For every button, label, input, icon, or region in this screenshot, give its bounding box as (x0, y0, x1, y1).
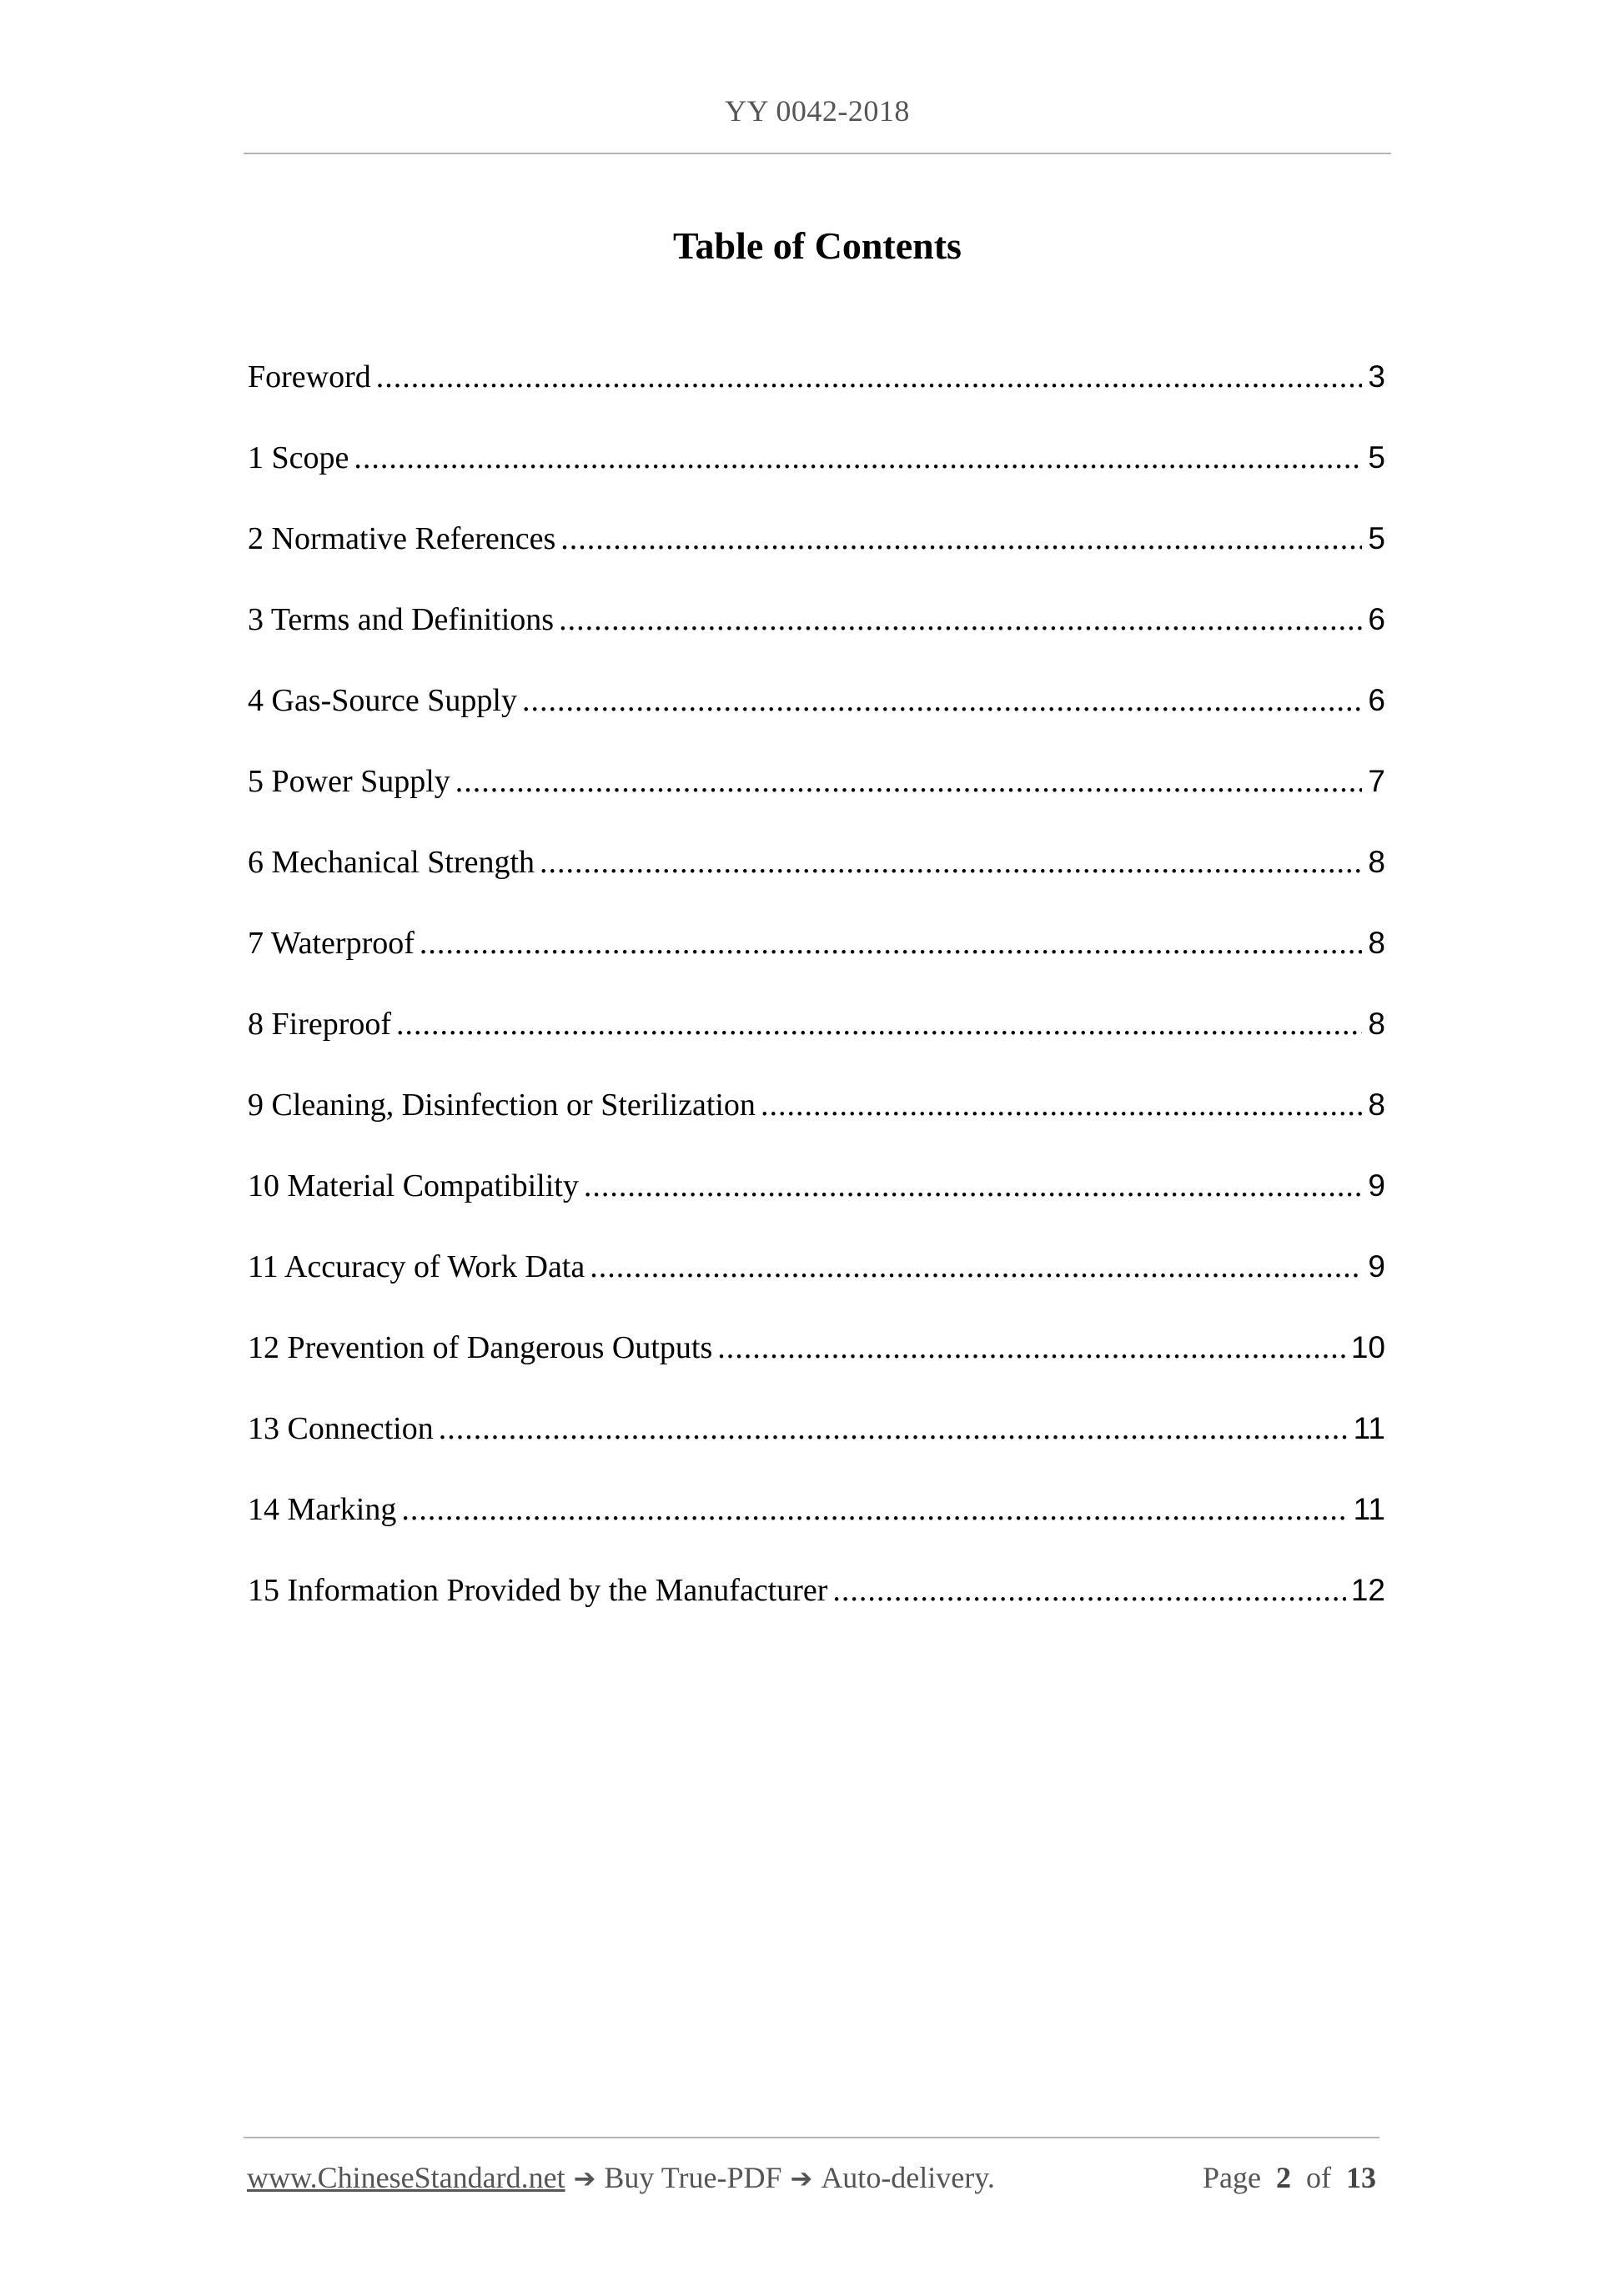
toc-entry-label: 10 Material Compatibility (248, 1168, 579, 1203)
toc-entry-page: 3 (1368, 359, 1385, 394)
toc-entry-fireproof[interactable] (248, 1006, 1385, 1087)
page-total: 13 (1346, 2161, 1376, 2194)
toc-entry-normative-references[interactable] (248, 520, 1385, 601)
toc-entry-page: 5 (1368, 440, 1385, 475)
toc-entry-page: 10 (1350, 1330, 1385, 1364)
toc-entry-page: 6 (1368, 683, 1385, 717)
dot-leader (396, 1006, 1362, 1042)
toc-entry-label: 4 Gas-Source Supply (248, 683, 517, 718)
toc-entry-label: 6 Mechanical Strength (248, 845, 535, 880)
header-divider (244, 153, 1391, 154)
toc-entry-page: 9 (1368, 1249, 1385, 1284)
toc-entry-label: 9 Cleaning, Disinfection or Sterilization (248, 1088, 756, 1123)
toc-entry-material-compatibility[interactable] (248, 1168, 1385, 1248)
toc-entry-cleaning[interactable] (248, 1087, 1385, 1168)
toc-entry-foreword[interactable] (248, 359, 1385, 440)
toc-entry-gas-source-supply[interactable] (248, 682, 1385, 763)
toc-entry-label: 13 Connection (248, 1411, 434, 1446)
toc-entry-page: 9 (1368, 1168, 1385, 1203)
toc-entry-page: 7 (1368, 764, 1385, 798)
footer-divider (244, 2137, 1379, 2138)
toc-entry-manufacturer-info[interactable] (248, 1572, 1385, 1653)
right-arrow-icon: ➔ (790, 2163, 813, 2194)
dot-leader (376, 359, 1362, 395)
dot-leader (401, 1491, 1348, 1528)
dot-leader (354, 440, 1362, 476)
dot-leader (761, 1087, 1362, 1123)
right-arrow-icon: ➔ (573, 2163, 596, 2194)
toc-entry-page: 11 (1353, 1411, 1385, 1445)
page-footer (247, 2160, 1376, 2195)
toc-entry-waterproof[interactable] (248, 925, 1385, 1006)
page-current: 2 (1276, 2161, 1291, 2194)
page-title: Table of Contents (673, 224, 962, 267)
toc-entry-label: 11 Accuracy of Work Data (248, 1249, 585, 1284)
toc-entry-label: 8 Fireproof (248, 1007, 392, 1042)
toc-entry-label: 5 Power Supply (248, 764, 450, 799)
toc-entry-accuracy-work-data[interactable] (248, 1248, 1385, 1329)
dot-leader (584, 1168, 1362, 1204)
toc-entry-page: 8 (1368, 1088, 1385, 1122)
buy-text: Buy True-PDF (604, 2161, 782, 2194)
delivery-text: Auto-delivery. (821, 2161, 995, 2194)
toc-entry-label: 14 Marking (248, 1492, 397, 1527)
toc-entry-scope[interactable] (248, 440, 1385, 520)
page-label: Page (1203, 2161, 1261, 2194)
toc-entry-power-supply[interactable] (248, 763, 1385, 844)
toc-entry-label: 7 Waterproof (248, 926, 415, 961)
toc-entry-mechanical-strength[interactable] (248, 844, 1385, 925)
toc-entry-page: 5 (1368, 521, 1385, 555)
toc-entry-page: 8 (1368, 1007, 1385, 1041)
toc-entry-marking[interactable] (248, 1491, 1385, 1572)
page-of: of (1306, 2161, 1331, 2194)
dot-leader (420, 925, 1362, 962)
toc-entry-label: Foreword (248, 359, 371, 394)
toc-entry-label: 3 Terms and Definitions (248, 602, 555, 637)
toc-entry-page: 11 (1353, 1492, 1385, 1526)
dot-leader (522, 682, 1362, 719)
dot-leader (832, 1572, 1345, 1609)
toc-entry-page: 12 (1350, 1573, 1385, 1607)
toc-entry-label: 15 Information Provided by the Manufacturer (248, 1573, 828, 1608)
dot-leader (540, 844, 1362, 881)
dot-leader (439, 1410, 1349, 1447)
dot-leader (455, 763, 1362, 800)
toc-entry-label: 2 Normative References (248, 521, 556, 556)
toc-entry-terms-definitions[interactable] (248, 601, 1385, 682)
dot-leader (560, 520, 1362, 557)
toc-entry-page: 8 (1368, 845, 1385, 879)
table-of-contents (248, 359, 1385, 1653)
footer-promo (247, 2160, 995, 2195)
page-number (1203, 2160, 1376, 2195)
website-link[interactable]: www.ChineseStandard.net (247, 2161, 565, 2194)
toc-entry-label: 1 Scope (248, 440, 349, 475)
dot-leader (590, 1248, 1362, 1285)
dot-leader (717, 1329, 1346, 1366)
toc-entry-page: 6 (1368, 602, 1385, 636)
dot-leader (559, 601, 1362, 638)
toc-entry-label: 12 Prevention of Dangerous Outputs (248, 1330, 713, 1365)
toc-entry-connection[interactable] (248, 1410, 1385, 1491)
toc-entry-dangerous-outputs[interactable] (248, 1329, 1385, 1410)
toc-entry-page: 8 (1368, 926, 1385, 960)
page-header: YY 0042-2018 (725, 94, 910, 128)
